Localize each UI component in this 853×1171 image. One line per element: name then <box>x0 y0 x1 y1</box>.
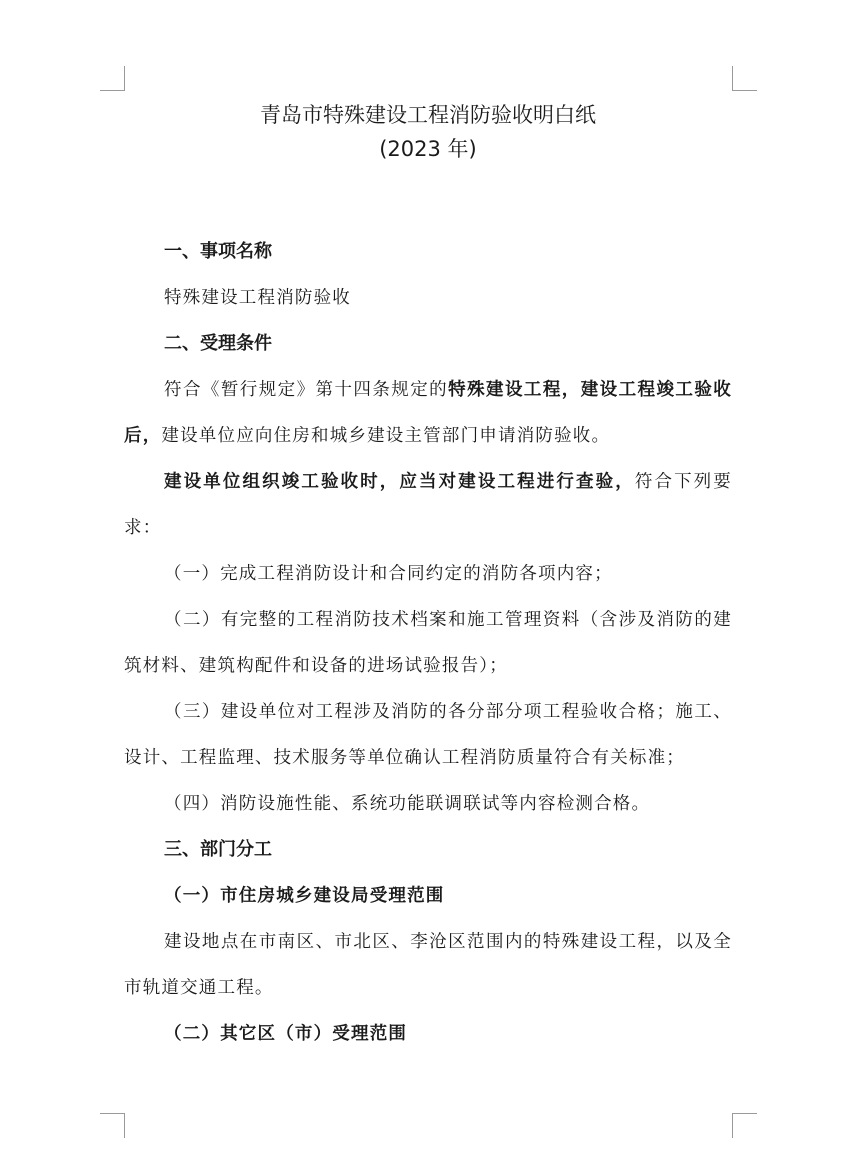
document-page <box>124 98 732 1057</box>
section-department-division <box>124 827 732 1057</box>
crop-mark-bottom-right <box>732 1113 757 1138</box>
section-heading: 二、受理条件 <box>164 333 272 354</box>
section-heading: 一、事项名称 <box>164 241 272 262</box>
document-subtitle: (2023 年) <box>379 137 477 161</box>
list-item: （一）完成工程消防设计和合同约定的消防各项内容； <box>164 564 613 584</box>
bold-text: 特殊建设工程，建设工程竣工验收后， <box>124 380 733 446</box>
list-item: （二）有完整的工程消防技术档案和施工管理资料（含涉及消防的建筑材料、建筑构配件和设备的进场试验报告）； <box>124 610 732 676</box>
sub-heading: （二）其它区（市）受理范围 <box>164 1024 408 1044</box>
section-heading: 三、部门分工 <box>164 839 272 860</box>
document-title: 青岛市特殊建设工程消防验收明白纸 <box>260 103 596 127</box>
sub-heading: （一）市住房城乡建设局受理范围 <box>164 886 445 906</box>
list-item: （四）消防设施性能、系统功能联调联试等内容检测合格。 <box>164 794 651 814</box>
section-item-name <box>124 229 732 321</box>
bold-text: 建设单位组织竣工验收时，应当对建设工程进行查验， <box>164 472 635 492</box>
list-item: （三）建设单位对工程涉及消防的各分部分项工程验收合格；施工、设计、工程监理、技术服务等单位确认工程消防质量符合有关标准； <box>124 702 732 768</box>
crop-mark-top-right <box>732 66 757 91</box>
text-run: 符合下列要求： <box>124 472 732 538</box>
paragraph: 特殊建设工程消防验收 <box>164 288 351 308</box>
text-run: 建设单位应向住房和城乡建设主管部门申请消防验收。 <box>161 426 611 446</box>
paragraph: 建设地点在市南区、市北区、李沧区范围内的特殊建设工程，以及全市轨道交通工程。 <box>124 932 732 998</box>
paragraph <box>124 459 732 551</box>
crop-mark-top-left <box>100 66 125 91</box>
paragraph <box>124 367 732 459</box>
section-acceptance-conditions <box>124 321 732 827</box>
title-block <box>124 98 732 166</box>
crop-mark-bottom-left <box>100 1113 125 1138</box>
text-run: 符合《暂行规定》第十四条规定的 <box>164 380 449 400</box>
